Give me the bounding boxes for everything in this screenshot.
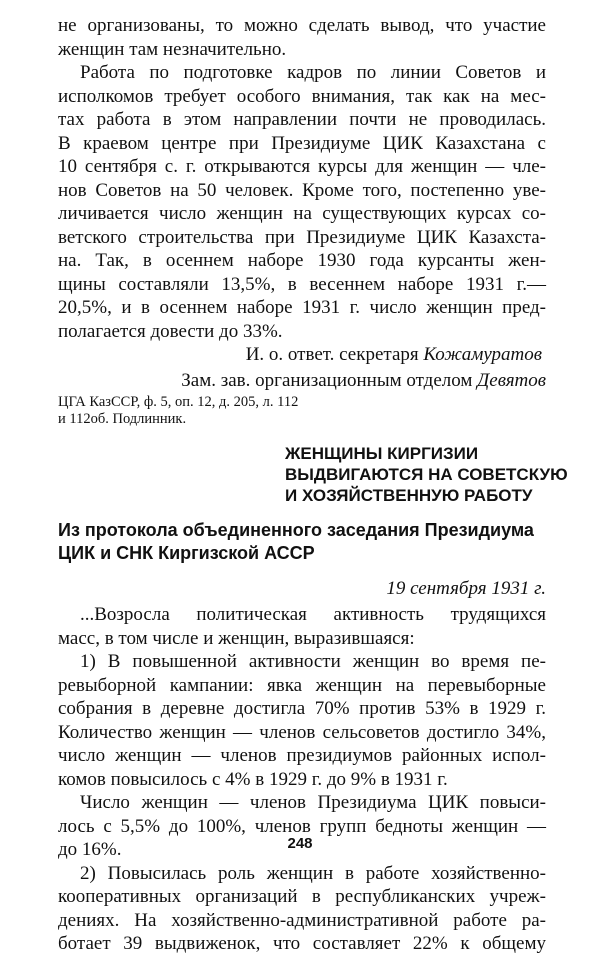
text-line: Работа по подготовке кадров по линии Советов и xyxy=(80,62,546,83)
text-line: комов повысилось с 4% в 1929 г. до 9% в 1931 г. xyxy=(58,768,448,790)
archive-reference xyxy=(58,394,546,428)
text-line: нов Советов на 50 человек. Кроме того, постепенно уве- xyxy=(58,179,546,201)
text-line: исполкомов требует особого внимания, так как на мес- xyxy=(58,85,546,107)
text-line: Количество женщин — членов сельсоветов достигло 34%, xyxy=(58,721,546,743)
text-line: не организованы, то можно сделать вывод, что участие xyxy=(58,15,546,36)
text-line: женщин там незначительно. xyxy=(58,38,287,60)
text-line: полагается довести до 33%. xyxy=(58,320,283,342)
paragraph-training xyxy=(58,61,546,343)
text-line: 1) В повышенной активности женщин во время пе- xyxy=(80,651,546,672)
text-line: до 16%. xyxy=(58,839,122,860)
text-line: 20,5%, и в осеннем наборе 1931 г. число женщин пред- xyxy=(58,297,546,318)
archive-line: ЦГА КазССР, ф. 5, оп. 12, д. 205, л. 112 xyxy=(58,394,299,410)
text-line: на. Так, в осеннем наборе 1930 года курсанты жен- xyxy=(58,250,546,271)
heading-line: И ХОЗЯЙСТВЕННУЮ РАБОТУ xyxy=(285,486,533,505)
signature-line-2: Зам. зав. организационным отделом Девятов xyxy=(181,369,546,391)
text-line: 10 сентября с. г. открываются курсы для женщин — чле- xyxy=(58,156,546,177)
text-line: ревыборной кампании: явка женщин на перевыборные xyxy=(58,674,546,696)
text-line: Число женщин — членов Президиума ЦИК повыси- xyxy=(80,792,546,813)
text-line: тах работа в этом направлении почти не проводилась. xyxy=(58,109,546,130)
heading-line: ЖЕНЩИНЫ КИРГИЗИИ xyxy=(285,444,479,463)
section-heading xyxy=(285,443,568,506)
signature-line-1: И. о. ответ. секретаря Кожамуратов xyxy=(245,344,542,365)
protocol-body xyxy=(58,603,546,956)
text-line: дениях. На хозяйственно-административной работе ра- xyxy=(58,909,546,931)
archive-line: и 112об. Подлинник. xyxy=(58,411,187,427)
text-line: ...Возросла политическая активность трудящихся xyxy=(80,604,546,625)
text-line: личивается число женщин на существующих курсах со- xyxy=(58,203,546,224)
signature-block xyxy=(58,343,546,392)
signatory-name: Кожамуратов xyxy=(423,344,542,365)
document-subheading xyxy=(58,519,546,565)
text-line: В краевом центре при Президиуме ЦИК Казахстана с xyxy=(58,132,546,154)
text-line: кооперативных организаций в республиканских учреж- xyxy=(58,886,546,907)
text-line: число женщин — членов президиумов районных испол- xyxy=(58,745,546,766)
subheading-line: Из протокола объединенного заседания Президиума xyxy=(58,520,534,540)
subheading-line: ЦИК и СНК Киргизской АССР xyxy=(58,543,315,563)
signatory-name: Девятов xyxy=(477,369,546,391)
text-line: ботает 39 выдвиженок, что составляет 22% к общему xyxy=(58,933,546,954)
document-date-block xyxy=(58,577,546,601)
text-line: лось с 5,5% до 100%, членов групп бедноты женщин — xyxy=(58,815,546,837)
text-line: собрания в деревне достигла 70% против 53% в 1929 г. xyxy=(58,698,546,719)
page-number: 248 xyxy=(287,835,313,852)
document-date: 19 сентября 1931 г. xyxy=(386,578,546,599)
heading-line: ВЫДВИГАЮТСЯ НА СОВЕТСКУЮ xyxy=(285,465,568,484)
text-line: щины составляли 13,5%, в весеннем наборе 1931 г.— xyxy=(58,273,546,295)
top-paragraph xyxy=(58,14,546,61)
text-line: масс, в том числе и женщин, выразившаяся: xyxy=(58,627,415,649)
text-line: ветского строительства при Президиуме ЦИК Казахста- xyxy=(58,226,546,248)
text-line: 2) Повысилась роль женщин в работе хозяйственно- xyxy=(80,862,546,884)
